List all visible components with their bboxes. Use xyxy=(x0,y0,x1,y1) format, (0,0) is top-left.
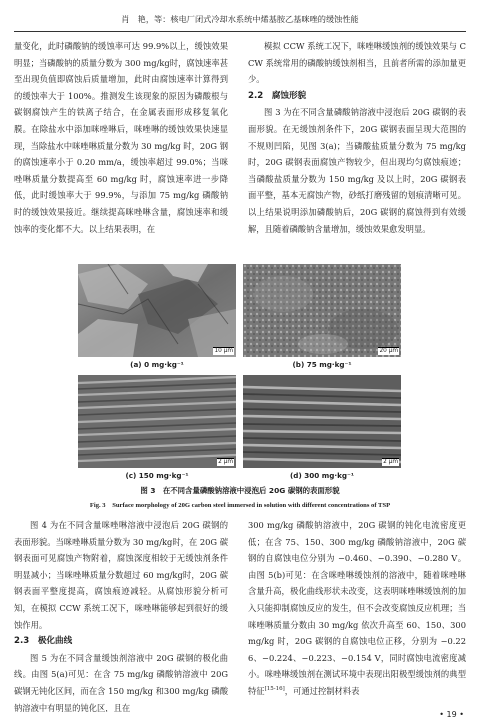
section-heading: 2.3 极化曲线 xyxy=(14,636,73,647)
citation: [15-16] xyxy=(264,686,285,693)
panel-label-d: (d) 300 mg·kg⁻¹ xyxy=(290,471,354,480)
panel-label-a: (a) 0 mg·kg⁻¹ xyxy=(130,360,184,369)
paragraph: 图 4 为在不同含量咪唑啉溶液中浸泡后 20G 碳钢的表面形貌。当咪唑啉质量分数为 30 mg/kg时，在 20G 碳钢表面可见腐蚀产物附着，腐蚀深度相较于无缓蚀剂条件明显减小；当咪唑啉质量分数超过 60 mg/kg时，20G 碳钢表面平整度提高，腐蚀痕迹减轻。从腐蚀形貌分析可知，在模拟 CCW 系统工况下，咪唑啉能够起到很好的缓蚀作用。 xyxy=(14,520,228,630)
paragraph-tail: ，可通过控制材料表 xyxy=(284,685,360,696)
right-column-bottom xyxy=(248,517,466,712)
section-heading: 2.2 腐蚀形貌 xyxy=(248,90,307,101)
paragraph: 模拟 CCW 系统工况下，咪唑啉缓蚀剂的缓蚀效果与 CCW 系统常用的磷酸钠缓蚀剂相当，且前者所需的添加量更少。 xyxy=(248,41,466,85)
micrograph-d xyxy=(243,375,401,468)
scale-bar: 2 μm xyxy=(218,459,233,465)
micrograph-a xyxy=(78,264,236,357)
figure-caption-cn: 图 3 在不同含量磷酸钠溶液中浸泡后 20G 碳钢的表面形貌 xyxy=(140,486,340,495)
paragraph-text: 300 mg/kg 磷酸钠溶液中，20G 碳钢的钝化电流密度更低；在含 75、150、300 mg/kg 磷酸钠溶液中，20G 碳钢的自腐蚀电位分别为 −0.460、−0.390、−0.280 V。由图 5(b)可见：在含咪唑啉缓蚀剂的溶液中，随着咪唑啉含量升高，极化曲线形状未改变，这表明咪唑啉缓蚀剂的加入只能抑制腐蚀反应的发生，但不会改变腐蚀反应机理；当咪唑啉质量分数由 30 mg/kg 依次升高至 60、150、300 mg/kg 时，20G 碳钢的自腐蚀电位正移，分别为 −0.226、−0.224、−0.223、−0.154 V，同时腐蚀电流密度减小。咪唑啉缓蚀剂在测试环境中表现出阳极型缓蚀剂的典型特征 xyxy=(248,520,466,696)
panel-label-c: (c) 150 mg·kg⁻¹ xyxy=(125,471,189,480)
paragraph: 图 5 为在不同含量缓蚀剂溶液中 20G 碳钢的极化曲线。由图 5(a)可见：在含 75 mg/kg 磷酸钠溶液中 20G 碳钢无钝化区间，而在含 150 mg/kg 和300 mg/kg 磷酸钠溶液中有明显的钝化区，且在 xyxy=(14,652,228,712)
paragraph: 图 3 为在不同含量磷酸钠溶液中浸泡后 20G 碳钢的表面形貌。在无缓蚀剂条件下，20G 碳钢表面呈现大范围的不规则凹陷，见图 3(a)；当磷酸盐质量分数为 75 mg/kg 时，20G 碳钢表面腐蚀产物较少，但出现均匀腐蚀痕迹；当磷酸盐质量分数为 150 mg/kg 及以上时，20G 碳钢表面平整，基本无腐蚀产物，砂纸打磨残留的划痕清晰可见。以上结果说明添加磷酸钠后，20G 碳钢的腐蚀得到有效缓解，且随着磷酸钠含量增加，缓蚀效果愈发明显。 xyxy=(248,107,466,234)
scale-bar: 2 μm xyxy=(383,459,398,465)
scale-bar: 20 μm xyxy=(379,348,398,354)
header-rule xyxy=(14,31,466,32)
page-number: • 19 • xyxy=(439,710,464,719)
paragraph: 量变化，此时磷酸钠的缓蚀率可达 99.9%以上，缓蚀效果明显；当磷酸钠的质量分数为 300 mg/kg时，腐蚀速率甚至出现负值即腐蚀后质量增加，此时由腐蚀速率计算得到的缓蚀率大于 100%。推测发生该现象的原因为磷酸根与碳钢腐蚀产生的铁离子结合，在金属表面形成移复氧化膜。在除盐水中添加咪唑啉后，咪唑啉的缓蚀效果快速显现，当除盐水中咪唑啉质量分数为 30 mg/kg 时，20G 钢的腐蚀速率小于 0.20 mm/a，缓蚀率超过 99.0%；当咪唑啉质量分数提高至 60 mg/kg 时，腐蚀速率进一步降低，此时缓蚀率大于 99.9%，与添加 75 mg/kg 磷酸钠时的缓蚀效果接近。继续提高咪唑啉含量，腐蚀速率和缓蚀率的变化都不大。以上结果表明，在 xyxy=(14,41,228,234)
left-column-bottom xyxy=(14,517,228,712)
micrograph-b xyxy=(243,264,401,357)
micrograph-c xyxy=(78,375,236,468)
right-column-top xyxy=(248,38,466,258)
scale-bar: 10 μm xyxy=(214,348,233,354)
panel-label-b: (b) 75 mg·kg⁻¹ xyxy=(292,360,352,369)
paragraph xyxy=(248,517,466,700)
figure-caption-en: Fig. 3 Surface morphology of 20G carbon steel immersed in solution with different concentrations of TSP xyxy=(89,502,391,509)
running-header: 肖 艳，等：核电厂闭式冷却水系统中烯基胺乙基咪唑的缓蚀性能 xyxy=(121,14,359,24)
